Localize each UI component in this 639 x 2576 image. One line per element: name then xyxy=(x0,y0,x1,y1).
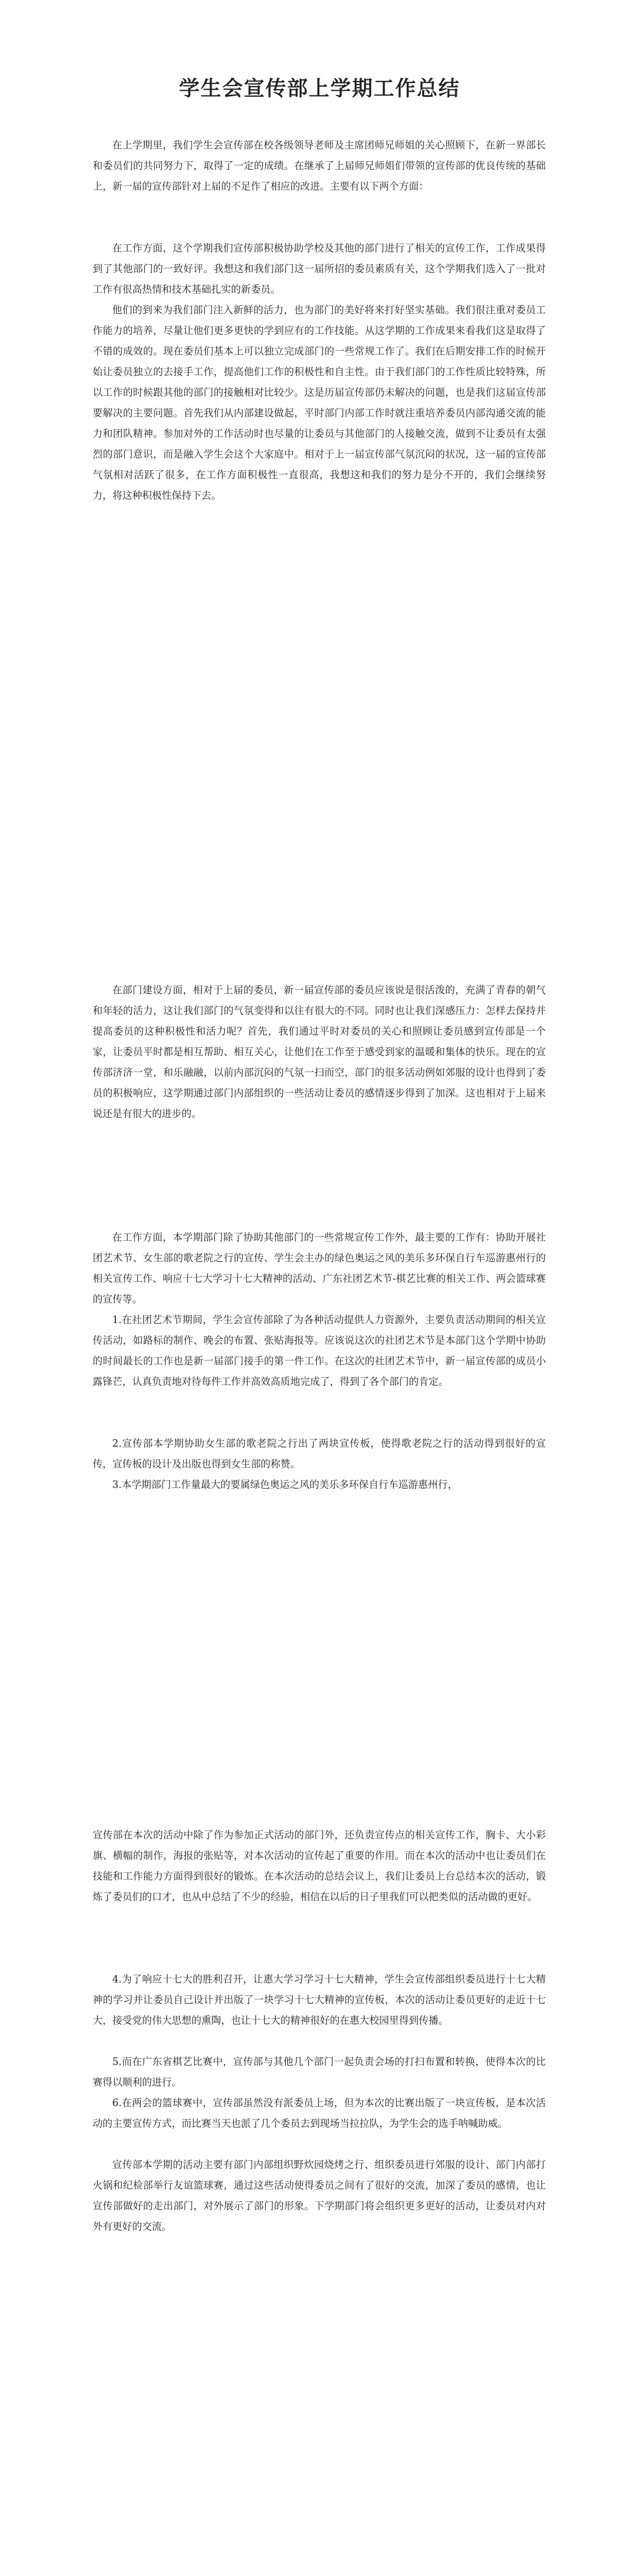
paragraph-new-members: 他们的到来为我们部门注入新鲜的活力，也为部门的美好将来打好坚实基础。我们很注重对委员工作能力的培养，尽量让他们更多更快的学到应有的工作技能。从这学期的工作成果来看我们这是取得了不错的成效的。现在委员们基本上可以独立完成部门的一些常规工作了。我们在后期安排工作的时候开始让委员独立的去接手工作，提高他们工作的积极性和自主性。由于我们部门的工作性质比较特殊，所以工作的时候跟其他的部门的接触相对比较少。这是历届宣传部仍未解决的问题，也是我们这届宣传部要解决的主要问题。首先我们从内部建设做起，平时部门内部工作时就注重培养委员内部沟通交流的能力和团队精神。参加对外的工作活动时也尽量的让委员与其他部门的人接触交流，做到不让委员有太强烈的部门意识，而是融入学生会这个大家庭中。相对于上一届宣传部气氛沉闷的状况，这一届的宣传部气氛相对活跃了很多，在工作方面积极性一直很高，我想这和我们的努力是分不开的，我们会继续努力，将这种积极性保持下去。 xyxy=(93,304,546,501)
paragraph-main-work: 在工作方面，本学期部门除了协助其他部门的一些常规宣传工作外，最主要的工作有：协助开展社团艺术节、女生部的歌老院之行的宣传、学生会主办的绿色奥运之风的美乐多环保自行车巡游惠州行的相关宣传工作、响应十七大学习十七大精神的活动、广东社团艺术节-棋艺比赛的相关工作、两会篮球赛的宣传等。 xyxy=(93,1231,546,1305)
paragraph-item-4: 4.为了响应十七大的胜利召开，让惠大学习学习十七大精神，学生会宣传部组织委员进行十七大精神的学习并让委员自己设计并出版了一块学习十七大精神的宣传板，本次的活动让委员更好的走近十七大，接受党的伟大思想的熏陶，也让十七大的精神很好的在惠大校园里得到传播。 xyxy=(93,1973,546,2026)
paragraph-work-overview: 在工作方面，这个学期我们宣传部积极协助学校及其他的部门进行了相关的宣传工作，工作成果得到了其他部门的一致好评。我想这和我们部门这一届所招的委员素质有关，这个学期我们选入了一批对工作有很高热情和技术基础扎实的新委员。 xyxy=(93,242,546,295)
paragraph-item-3: 3.本学期部门工作量最大的要属绿色奥运之风的美乐多环保自行车巡游惠州行， xyxy=(112,1479,458,1490)
paragraph-item-6: 6.在两会的篮球赛中，宣传部虽然没有派委员上场，但为本次的比赛出版了一块宣传板，是本次活动的主要宣传方式，而比赛当天也派了几个委员去到现场当拉拉队，为学生会的选手呐喊助威。 xyxy=(93,2097,546,2129)
paragraph-department-building: 在部门建设方面，相对于上届的委员，新一届宣传部的委员应该说是很活泼的，充满了青春的朝气和年轻的活力，这让我们部门的气氛变得和以往有很大的不同。同时也让我们深感压力：怎样去保持并提高委员的这种积极性和活力呢？首先，我们通过平时对委员的关心和照顾让委员感到宣传部是一个家，让委员平时都是相互帮助、相互关心，让他们在工作至于感受到家的温暖和集体的快乐。现在的宣传部济济一堂，和乐融融，以前内部沉闷的气氛一扫而空，部门的很多活动例如郊服的设计也得到了委员的积极响应，这学期通过部门内部组织的一些活动让委员的感情逐步得到了加深。这也相对于上届来说还是有很大的进步的。 xyxy=(93,984,546,1120)
paragraph-item-5: 5.而在广东省棋艺比赛中，宣传部与其他几个部门一起负责会场的打扫布置和转换，使得本次的比赛得以顺利的进行。 xyxy=(93,2056,546,2088)
paragraph-intro: 在上学期里，我们学生会宣传部在校各级领导老师及主席团师兄师姐的关心照顾下，在新一界部长和委员们的共同努力下，取得了一定的成绩。在继承了上届师兄师姐们带领的宣传部的优良传统的基础上，新一届的宣传部针对上届的不足作了相应的改进。主要有以下两个方面： xyxy=(93,139,546,192)
document-title: 学生会宣传部上学期工作总结 xyxy=(179,76,460,100)
paragraph-item-1: 1.在社团艺术节期间，学生会宣传部除了为各种活动提供人力资源外，主要负责活动期间的相关宣传活动，如路标的制作、晚会的布置、张贴海报等。应该说这次的社团艺术节是本部门这个学期中协助的时间最长的工作也是新一届部门接手的第一件工作。在这次的社团艺术节中，新一届宣传部的成员小露锋芒，认真负责地对待每件工作并高效高质地完成了，得到了各个部门的肯定。 xyxy=(93,1314,546,1387)
paragraph-item-3-continued: 宣传部在本次的活动中除了作为参加正式活动的部门外，还负责宣传点的相关宣传工作，胸卡、大小彩旗、横幅的制作，海报的张贴等，对本次活动的宣传起了重要的作用。而在本次的活动中也让委员们在技能和工作能力方面得到很好的锻炼。在本次活动的总结会议上，我们让委员上台总结本次的活动，锻炼了委员们的口才，也从中总结了不少的经验，相信在以后的日子里我们可以把类似的活动做的更好。 xyxy=(93,1829,546,1903)
paragraph-activities: 宣传部本学期的活动主要有部门内部组织野炊园烧烤之行、组织委员进行郊服的设计、部门内部打火锅和纪检部举行友谊篮球赛，通过这些活动使得委员之间有了很好的交流，加深了委员的感情，也让宣传部做好的走出部门，对外展示了部门的形象。下学期部门将会组织更多更好的活动，让委员对内对外有更好的交流。 xyxy=(93,2159,546,2232)
paragraph-item-2: 2.宣传部本学期协助女生部的歌老院之行出了两块宣传板，使得歌老院之行的活动得到很好的宣传，宣传板的设计及出版也得到女生部的称赞。 xyxy=(93,1437,546,1470)
